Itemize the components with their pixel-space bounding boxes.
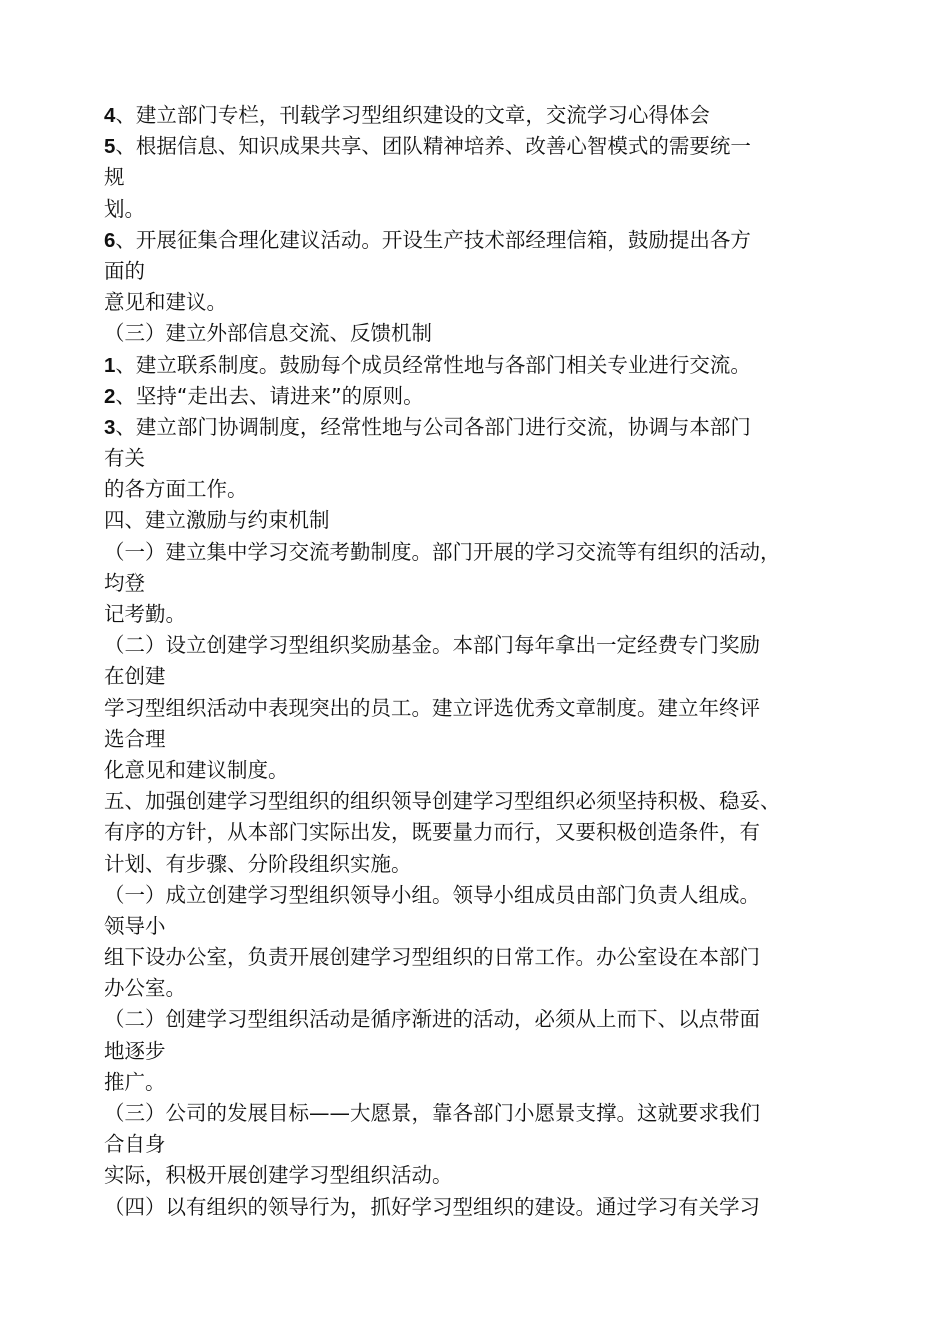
line-text: （一）成立创建学习型组织领导小组。领导小组成员由部门负责人组成。 [104,882,760,907]
paragraph-line [104,1160,884,1191]
paragraph-line [104,630,884,661]
paragraph-line [104,1098,884,1129]
line-text: 实际，积极开展创建学习型组织活动。 [104,1163,453,1188]
line-text: 在创建 [104,664,166,689]
line-text: 、建立部门专栏，刊载学习型组织建设的文章，交流学习心得体会 [115,103,710,127]
line-text: 、开展征集合理化建议活动。开设生产技术部经理信箱，鼓励提出各方 [115,227,751,252]
section-heading [104,505,884,536]
paragraph-line [104,1067,884,1098]
paragraph-line [104,474,884,505]
paragraph-line [104,880,884,911]
paragraph-line [104,1036,884,1067]
line-text: 、建立部门协调制度，经常性地与公司各部门进行交流，协调与本部门 [115,414,751,439]
line-text: 、建立联系制度。鼓励每个成员经常性地与各部门相关专业进行交流。 [115,352,751,377]
paragraph-line [104,817,884,848]
line-text: 学习型组织活动中表现突出的员工。建立评选优秀文章制度。建立年终评 [104,695,760,720]
line-text: 选合理 [104,726,166,751]
line-text: 规 [104,165,125,190]
item-number: 3 [104,415,116,439]
paragraph-line [104,350,884,381]
paragraph-line [104,599,884,630]
paragraph-line [104,100,884,131]
item-number: 1 [104,353,116,377]
line-text: 化意见和建议制度。 [104,757,289,782]
line-text: 推广。 [104,1069,166,1094]
line-text: 合自身 [104,1132,166,1157]
paragraph-line [104,412,884,443]
line-text: 记考勤。 [104,602,186,626]
paragraph-line [104,1192,884,1223]
paragraph-line [104,911,884,942]
paragraph-line [104,381,884,412]
line-text: 计划、有步骤、分阶段组织实施。 [104,851,412,876]
line-text: 有序的方针，从本部门实际出发，既要量力而行，又要积极创造条件，有 [104,820,760,845]
line-text: 五、加强创建学习型组织的组织领导创建学习型组织必须坚持积极、稳妥、 [104,789,781,814]
item-number: 5 [104,135,116,159]
paragraph-line [104,256,884,287]
line-text: （三）公司的发展目标——大愿景，靠各部门小愿景支撑。这就要求我们 [104,1101,760,1125]
paragraph-line [104,1129,884,1160]
paragraph-line [104,755,884,786]
paragraph-line [104,724,884,755]
line-text: 四、建立激励与约束机制 [104,508,330,533]
line-text: （三）建立外部信息交流、反馈机制 [104,321,432,346]
line-text: 面的 [104,258,145,283]
paragraph-line [104,287,884,318]
section-heading [104,786,884,817]
line-text: （四）以有组织的领导行为，抓好学习型组织的建设。通过学习有关学习 [104,1194,760,1219]
paragraph-line [104,942,884,973]
line-text: 组下设办公室，负责开展创建学习型组织的日常工作。办公室设在本部门 [104,945,760,970]
line-text: 办公室。 [104,976,186,1001]
line-text: 的各方面工作。 [104,477,248,502]
paragraph-line [104,162,884,193]
item-number: 4 [104,104,116,127]
line-text: （二）创建学习型组织活动是循序渐进的活动，必须从上而下、以点带面 [104,1007,760,1032]
line-text: 、坚持“走出去、请进来”的原则。 [115,383,424,408]
paragraph-line [104,693,884,724]
paragraph-line [104,1004,884,1035]
document-body [104,100,884,1223]
line-text: 有关 [104,446,145,471]
paragraph-line [104,225,884,256]
line-text: （一）建立集中学习交流考勤制度。部门开展的学习交流等有组织的活动， [104,539,781,564]
paragraph-line [104,131,884,162]
paragraph-line [104,568,884,599]
line-text: 领导小 [104,913,166,938]
paragraph-line [104,849,884,880]
paragraph-line [104,661,884,692]
line-text: 、根据信息、知识成果共享、团队精神培养、改善心智模式的需要统一 [115,134,751,159]
item-number: 2 [104,384,116,408]
item-number: 6 [104,228,116,252]
paragraph-line [104,537,884,568]
line-text: 意见和建议。 [104,290,227,315]
line-text: 均登 [104,570,145,595]
paragraph-line [104,973,884,1004]
section-heading [104,318,884,349]
line-text: （二）设立创建学习型组织奖励基金。本部门每年拿出一定经费专门奖励 [104,633,760,658]
paragraph-line [104,194,884,225]
line-text: 地逐步 [104,1038,166,1063]
paragraph-line [104,443,884,474]
line-text: 划。 [104,196,145,221]
